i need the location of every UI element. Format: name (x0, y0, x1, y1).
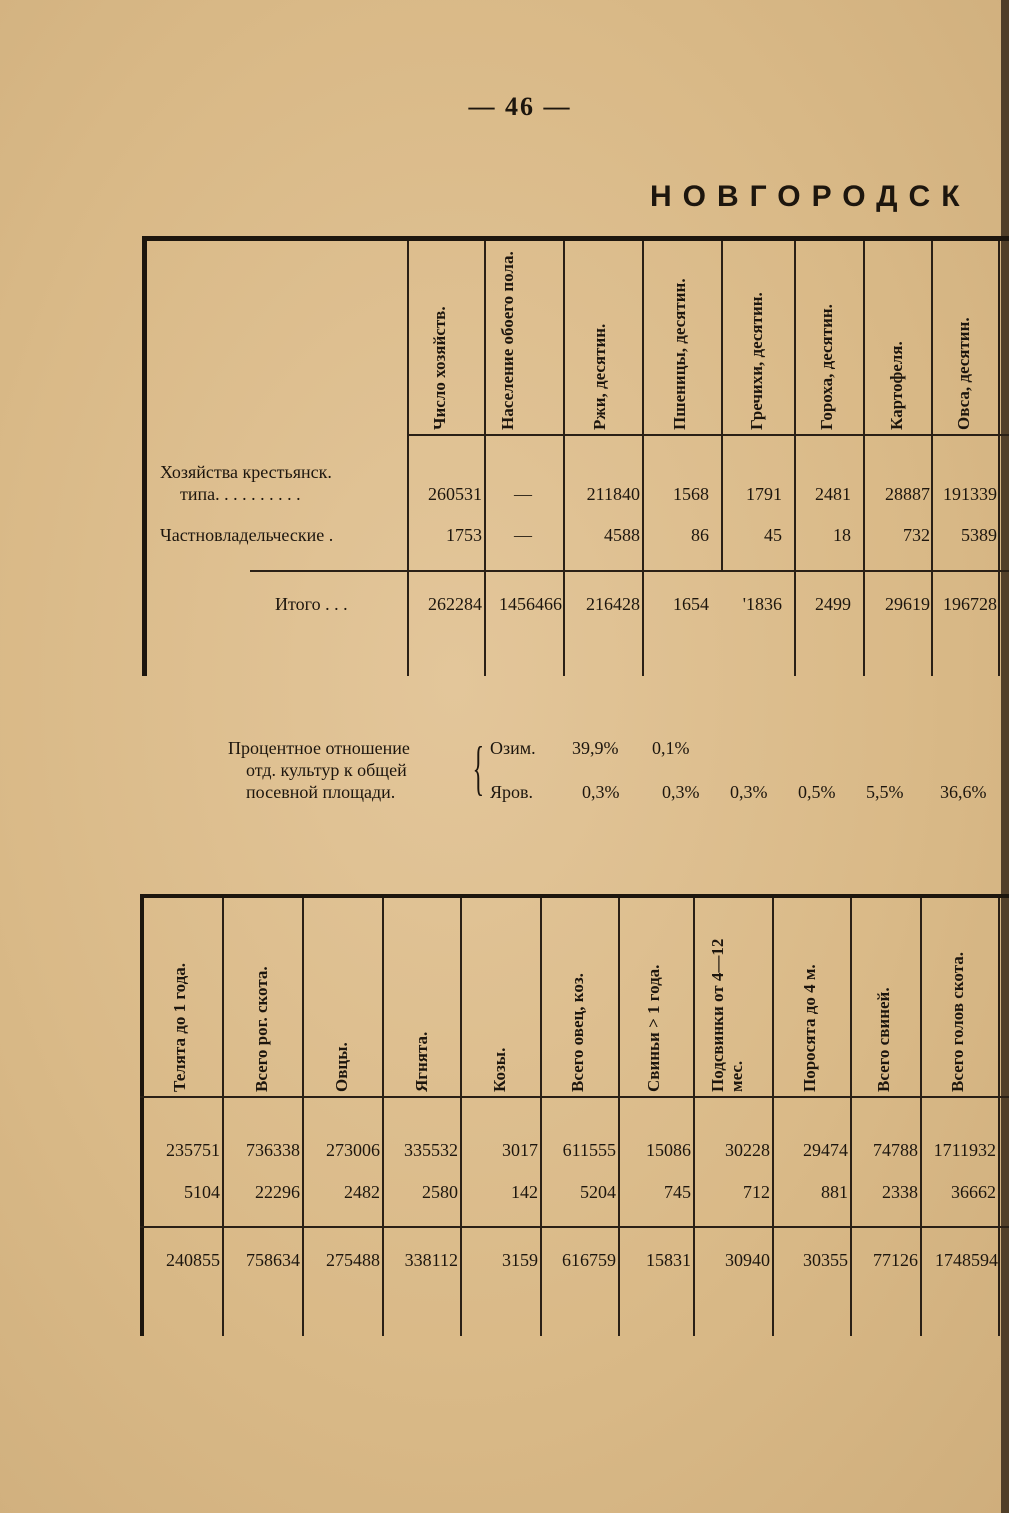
table-cell: 712 (743, 1182, 770, 1202)
table-cell: 30355 (803, 1250, 848, 1270)
table-cell: 211840 (586, 484, 640, 504)
row-label-total: Итого . . . (275, 594, 348, 614)
table-cell: 28887 (885, 484, 930, 504)
table-cell: 196728 (943, 594, 997, 614)
col-header-pigs: Свиньи > 1 года. (644, 964, 663, 1092)
table-cell: 758634 (246, 1250, 300, 1270)
percent-label-line2: отд. культур к общей (246, 760, 407, 780)
table-cell: — (514, 525, 532, 545)
table-cell: 4588 (604, 525, 640, 545)
row-label-private: Частновладельческие . (160, 525, 334, 545)
table-cell: 18 (833, 525, 851, 545)
col-divider (998, 241, 1000, 676)
table-cell: 1654 (673, 594, 709, 614)
table-cell: 260531 (428, 484, 482, 504)
col-header-pigs-total: Всего свиней. (874, 987, 893, 1092)
col-divider (721, 241, 723, 571)
col-header-rye: Ржи, десятин. (590, 323, 609, 430)
percent-value: 0,3% (730, 782, 768, 802)
brace: { (472, 735, 485, 801)
percent-value: 36,6% (940, 782, 987, 802)
winter-label: Озим. (490, 738, 536, 758)
row-label-peasant-cont: типа. . . . . . . . . . (180, 484, 301, 504)
col-header-oats: Овса, десятин. (954, 317, 973, 430)
table-cell: 86 (691, 525, 709, 545)
total-rule (140, 1226, 1009, 1228)
table-cell: 611555 (562, 1140, 616, 1160)
table-cell: 30228 (725, 1140, 770, 1160)
percent-value: 0,5% (798, 782, 836, 802)
table-top-rule (140, 894, 1009, 898)
table-cell: 2499 (815, 594, 851, 614)
col-header-lambs: Ягнята. (412, 1031, 431, 1092)
percent-value: 0,3% (582, 782, 620, 802)
col-header-sheep: Овцы. (332, 1042, 351, 1092)
col-header-buckwheat: Гречихи, десятин. (747, 292, 766, 430)
col-header-calves: Телята до 1 года. (170, 962, 189, 1092)
col-header-young-pigs: Подсвинки от 4—12 мес. (708, 938, 746, 1092)
table-top-rule (142, 236, 1009, 241)
table-cell: 2338 (882, 1182, 918, 1202)
table-cell: 275488 (326, 1250, 380, 1270)
table-cell: 15086 (646, 1140, 691, 1160)
crops-table (142, 236, 1009, 676)
table-cell: 736338 (246, 1140, 300, 1160)
region-title: НОВГОРОДСК (650, 180, 971, 213)
table-cell: 15831 (646, 1250, 691, 1270)
table-cell: 3159 (502, 1250, 538, 1270)
table-cell: 1456466 (499, 594, 562, 614)
table-cell: 216428 (586, 594, 640, 614)
table-cell: 616759 (562, 1250, 616, 1270)
table-cell: 45 (764, 525, 782, 545)
col-header-sheep-goats-total: Всего овец, коз. (568, 973, 587, 1092)
col-header-livestock-total: Всего голов скота. (948, 951, 967, 1092)
row-label-peasant: Хозяйства крестьянск. (160, 462, 332, 482)
col-header-cattle-total: Всего рог. скота. (252, 966, 271, 1092)
page-number: — 46 — (468, 92, 572, 121)
table-cell: '1836 (742, 594, 782, 614)
table-cell: 5389 (961, 525, 997, 545)
table-cell: 74788 (873, 1140, 918, 1160)
header-rule (140, 1096, 1009, 1098)
total-rule (250, 570, 1009, 572)
col-header-piglets: Поросята до 4 м. (800, 964, 819, 1092)
col-header-wheat: Пшеницы, десятин. (670, 278, 689, 430)
percent-value: 39,9% (572, 738, 619, 758)
table-cell: 1791 (746, 484, 782, 504)
header-rule (408, 434, 1009, 436)
col-header-potatoes: Картофеля. (887, 341, 906, 430)
table-cell: 1568 (673, 484, 709, 504)
table-cell: 1753 (446, 525, 482, 545)
table-cell: 2482 (344, 1182, 380, 1202)
table-cell: 1711932 (933, 1140, 996, 1160)
table-cell: 338112 (404, 1250, 458, 1270)
table-cell: 262284 (428, 594, 482, 614)
table-cell: 77126 (873, 1250, 918, 1270)
table-cell: 3017 (502, 1140, 538, 1160)
table-cell: 29474 (803, 1140, 848, 1160)
table-cell: 191339 (943, 484, 997, 504)
percent-label-line1: Процентное отношение (228, 738, 410, 758)
table-cell: 22296 (255, 1182, 300, 1202)
table-cell: 1748594 (935, 1250, 998, 1270)
table-cell: 335532 (404, 1140, 458, 1160)
percent-label-line3: посевной площади. (246, 782, 396, 802)
percent-value: 0,1% (652, 738, 690, 758)
table-cell: 273006 (326, 1140, 380, 1160)
col-header-population: Население обоего пола. (498, 251, 517, 430)
table-cell: — (514, 484, 532, 504)
spring-label: Яров. (490, 782, 534, 802)
table-cell: 5204 (580, 1182, 616, 1202)
table-cell: 142 (511, 1182, 538, 1202)
table-cell: 745 (664, 1182, 691, 1202)
livestock-table (140, 894, 1009, 1336)
table-cell: 29619 (885, 594, 930, 614)
table-cell: 235751 (166, 1140, 220, 1160)
col-header-peas: Гороха, десятин. (817, 304, 836, 430)
table-cell: 5104 (184, 1182, 220, 1202)
table-cell: 30940 (725, 1250, 770, 1270)
table-left-rule (142, 236, 147, 676)
table-cell: 2481 (815, 484, 851, 504)
table-cell: 36662 (951, 1182, 996, 1202)
col-header-households: Число хозяйств. (430, 306, 449, 430)
percent-value: 5,5% (866, 782, 904, 802)
table-cell: 240855 (166, 1250, 220, 1270)
table-cell: 732 (903, 525, 930, 545)
col-header-goats: Козы. (490, 1047, 509, 1092)
table-cell: 881 (821, 1182, 848, 1202)
col-divider (998, 898, 1000, 1336)
table-cell: 2580 (422, 1182, 458, 1202)
percent-value: 0,3% (662, 782, 700, 802)
